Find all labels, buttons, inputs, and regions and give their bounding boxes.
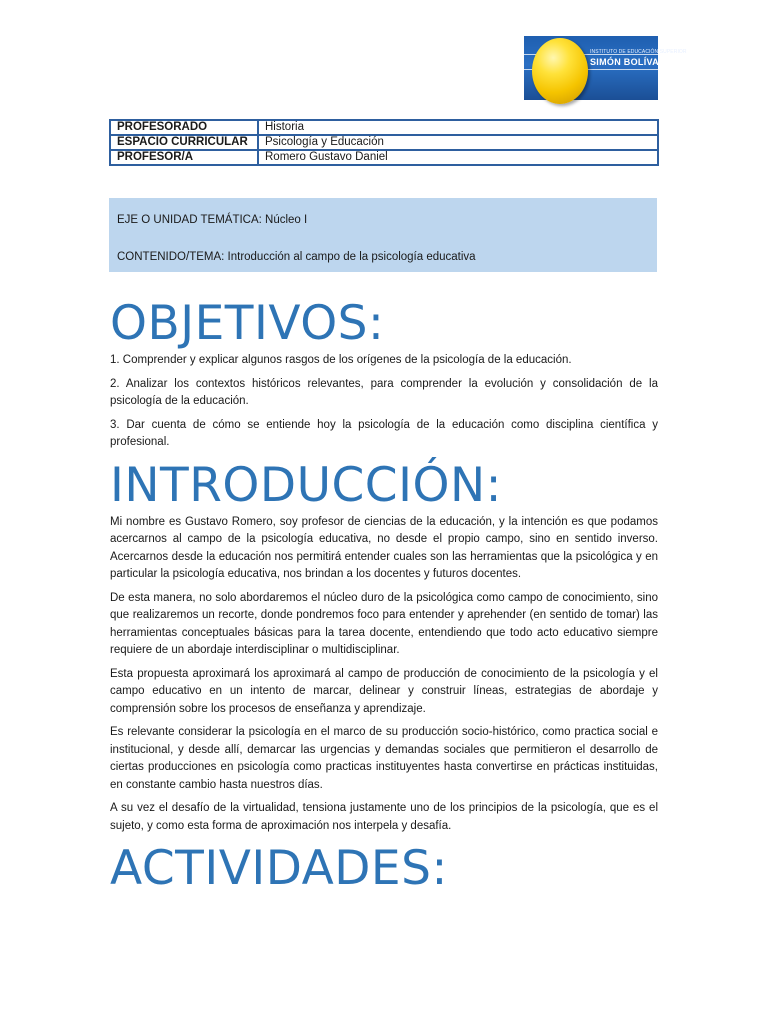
objetivo-item: 1. Comprender y explicar algunos rasgos de los orígenes de la psicología de la educación. (110, 354, 572, 366)
course-info-table (109, 119, 659, 166)
objetivo-item: 2. Analizar los contextos históricos relevantes, para comprender la evolución y consolidación de la psicología de la educación. (110, 377, 658, 407)
institution-logo (524, 36, 687, 100)
intro-paragraph: Mi nombre es Gustavo Romero, soy profesor de ciencias de la educación, y la intención es que podamos acercarnos al campo de la psicología educativa, no desde el propio campo, sino en sentido inverso. Acercarnos desde la educación nos permitirá entender cuales son las herramientas que la psicológica y en particular la psicología educativa, nos brindan a los docentes y futuros docentes. (110, 515, 658, 580)
info-label: PROFESORADO (110, 120, 258, 135)
info-label: PROFESOR/A (110, 150, 258, 165)
logo-institution-small: INSTITUTO DE EDUCACIÓN SUPERIOR (590, 49, 687, 55)
intro-paragraph: Es relevante considerar la psicología en el marco de su producción socio-histórico, como practica social e institucional, y desde allí, demarcar las urgencias y demandas sociales que permitieron el desarrollo de ciertas producciones en psicología como practicas instituyentes hasta convertirse en prácticas instituidas, en constante cambio hasta nuestros días. (110, 726, 658, 791)
objetivos-heading: OBJETIVOS: (110, 296, 385, 351)
intro-paragraph: A su vez el desafío de la virtualidad, tensiona justamente uno de los principios de la psicología, que es el sujeto, y como esta forma de aproximación nos interpela y desafía. (110, 802, 658, 832)
objetivo-item: 3. Dar cuenta de cómo se entiende hoy la psicología de la educación como disciplina científica y profesional. (110, 418, 658, 448)
table-row (110, 150, 658, 165)
info-label: ESPACIO CURRICULAR (110, 135, 258, 150)
eje-line: EJE O UNIDAD TEMÁTICA: Núcleo I (117, 214, 308, 226)
table-row (110, 135, 658, 150)
theme-box (109, 198, 657, 272)
info-value: Historia (258, 120, 658, 135)
info-value: Psicología y Educación (258, 135, 658, 150)
introduccion-heading: INTRODUCCIÓN: (110, 457, 502, 513)
contenido-line: CONTENIDO/TEMA: Introducción al campo de la psicología educativa (117, 251, 476, 263)
intro-paragraph: Esta propuesta aproximará los aproximará al campo de producción de conocimiento de la psicología y el campo educativo en un intento de marcar, delinear y construir líneas, estrategias de abordaje y comprensión sobre los procesos de enseñanza y aprendizaje. (110, 667, 658, 715)
intro-paragraph: De esta manera, no solo abordaremos el núcleo duro de la psicológica como campo de conocimiento, sino que realizaremos un recorte, donde pondremos foco para entender y aprehender (en sentido de tomar) las herramientas conceptuales básicas para la tarea docente, entendiendo que todo acto educativo siempre requiere de un abordaje interdisciplinar o multidisciplinar. (110, 591, 658, 656)
info-value: Romero Gustavo Daniel (258, 150, 658, 165)
table-row (110, 120, 658, 135)
document-body (110, 296, 658, 897)
logo-institution-name: SIMÓN BOLÍVAR (590, 57, 666, 67)
actividades-heading: ACTIVIDADES: (110, 841, 448, 896)
yellow-sphere-icon (532, 38, 588, 104)
